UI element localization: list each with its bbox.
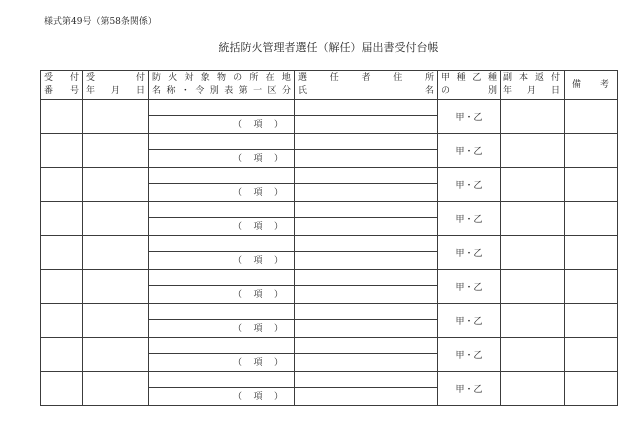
reception-date-cell <box>83 304 149 338</box>
license-type-cell <box>438 168 501 202</box>
property-name-class-field <box>149 218 294 235</box>
remarks-cell <box>565 100 618 134</box>
property-location-field <box>149 236 294 252</box>
property-location-field <box>149 168 294 184</box>
license-type-label: 甲・乙 <box>455 283 483 293</box>
document-title: 統括防火管理者選任（解任）届出書受付台帳 <box>218 41 439 54</box>
glyph: 項 <box>253 323 263 334</box>
class-item-label <box>233 289 283 301</box>
glyph: 第 <box>238 86 248 96</box>
copy-return-date-cell <box>501 168 565 202</box>
glyph: 備 <box>572 79 582 90</box>
copy-return-date-cell <box>501 100 565 134</box>
header-reception-number-line2 <box>44 85 79 98</box>
ledger-row <box>41 270 618 304</box>
reception-number-cell <box>41 304 83 338</box>
glyph: 項 <box>253 391 263 402</box>
class-item-label <box>233 391 283 403</box>
reception-number-cell <box>41 372 83 406</box>
appointee-cell <box>295 270 438 304</box>
appointee-name-field <box>295 388 437 405</box>
header-property-line2 <box>152 85 291 98</box>
reception-date-cell <box>83 372 149 406</box>
glyph: ） <box>273 187 283 198</box>
header-remarks-label <box>572 79 609 92</box>
appointee-cell <box>295 236 438 270</box>
header-appointee-line1 <box>298 72 434 85</box>
glyph: ） <box>273 119 283 130</box>
reception-date-cell <box>83 100 149 134</box>
property-location-field <box>149 372 294 388</box>
property-cell <box>149 236 295 270</box>
class-item-label <box>233 323 283 335</box>
ledger-row <box>41 134 618 168</box>
glyph: 名 <box>424 86 434 96</box>
ledger-table <box>40 70 618 406</box>
reception-date-cell <box>83 270 149 304</box>
appointee-address-field <box>295 304 437 320</box>
glyph: 付 <box>69 73 79 83</box>
glyph: （ <box>233 119 243 130</box>
property-location-field <box>149 270 294 286</box>
appointee-address-field <box>295 236 437 252</box>
class-item-label <box>233 255 283 267</box>
reception-date-cell <box>83 202 149 236</box>
glyph: 象 <box>200 73 210 83</box>
header-remarks <box>565 71 618 100</box>
property-cell <box>149 134 295 168</box>
reception-number-cell <box>41 168 83 202</box>
header-reception-date-line1 <box>86 72 145 85</box>
license-type-cell <box>438 372 501 406</box>
remarks-cell <box>565 168 618 202</box>
glyph: （ <box>233 187 243 198</box>
glyph: （ <box>233 357 243 368</box>
property-cell <box>149 304 295 338</box>
copy-return-date-cell <box>501 134 565 168</box>
remarks-cell <box>565 236 618 270</box>
glyph: 考 <box>599 79 609 90</box>
header-reception-date-line2 <box>86 85 145 98</box>
glyph: 令 <box>195 86 205 96</box>
glyph: 火 <box>168 73 178 83</box>
class-item-label <box>233 153 283 165</box>
glyph: の <box>441 86 451 96</box>
license-type-label: 甲・乙 <box>455 351 483 361</box>
appointee-address-field <box>295 372 437 388</box>
glyph: 物 <box>216 73 226 83</box>
appointee-name-field <box>295 116 437 133</box>
glyph: 付 <box>550 73 560 83</box>
property-cell <box>149 168 295 202</box>
glyph: 表 <box>224 86 234 96</box>
appointee-address-field <box>295 270 437 286</box>
copy-return-date-cell <box>501 304 565 338</box>
copy-return-date-cell <box>501 236 565 270</box>
license-type-cell <box>438 236 501 270</box>
reception-number-cell <box>41 100 83 134</box>
property-cell <box>149 372 295 406</box>
glyph: ・ <box>180 86 190 96</box>
reception-number-cell <box>41 270 83 304</box>
header-license-type-line2 <box>441 85 497 98</box>
glyph: ） <box>273 289 283 300</box>
appointee-name-field <box>295 218 437 235</box>
ledger-row <box>41 372 618 406</box>
reception-number-cell <box>41 134 83 168</box>
reception-date-cell <box>83 134 149 168</box>
appointee-address-field <box>295 202 437 218</box>
property-name-class-field <box>149 252 294 269</box>
glyph: 項 <box>253 357 263 368</box>
header-property <box>149 71 295 100</box>
property-location-field <box>149 134 294 150</box>
glyph: 受 <box>44 73 54 83</box>
glyph: 副 <box>503 73 513 83</box>
appointee-name-field <box>295 286 437 303</box>
glyph: 選 <box>298 73 308 83</box>
appointee-name-field <box>295 150 437 167</box>
license-type-label: 甲・乙 <box>455 113 483 123</box>
remarks-cell <box>565 134 618 168</box>
glyph: 称 <box>166 86 176 96</box>
license-type-cell <box>438 100 501 134</box>
glyph: 項 <box>253 289 263 300</box>
license-type-cell <box>438 134 501 168</box>
glyph: 日 <box>550 86 560 96</box>
appointee-address-field <box>295 168 437 184</box>
glyph: ） <box>273 323 283 334</box>
glyph: 分 <box>281 86 291 96</box>
glyph: 甲 <box>441 73 451 83</box>
ledger-row <box>41 100 618 134</box>
property-name-class-field <box>149 320 294 337</box>
glyph: 種 <box>456 73 466 83</box>
license-type-label: 甲・乙 <box>455 147 483 157</box>
appointee-cell <box>295 338 438 372</box>
license-type-cell <box>438 304 501 338</box>
license-type-label: 甲・乙 <box>455 215 483 225</box>
glyph: （ <box>233 323 243 334</box>
appointee-cell <box>295 304 438 338</box>
glyph: ） <box>273 357 283 368</box>
glyph: 別 <box>209 86 219 96</box>
property-cell <box>149 338 295 372</box>
glyph: 項 <box>253 153 263 164</box>
property-name-class-field <box>149 388 294 405</box>
glyph: （ <box>233 255 243 266</box>
property-location-field <box>149 202 294 218</box>
reception-date-cell <box>83 338 149 372</box>
ledger-row <box>41 168 618 202</box>
glyph: 付 <box>135 73 145 83</box>
glyph: 対 <box>184 73 194 83</box>
glyph: 返 <box>534 73 544 83</box>
ledger-body <box>41 100 618 406</box>
header-appointee-line2 <box>298 85 434 98</box>
appointee-name-field <box>295 320 437 337</box>
reception-date-cell <box>83 236 149 270</box>
header-copy-return-date-line2 <box>503 85 560 98</box>
glyph: （ <box>233 153 243 164</box>
appointee-address-field <box>295 134 437 150</box>
glyph: 名 <box>152 86 162 96</box>
appointee-cell <box>295 372 438 406</box>
class-item-label <box>233 221 283 233</box>
glyph: 者 <box>361 73 371 83</box>
reception-number-cell <box>41 236 83 270</box>
glyph: 一 <box>253 86 263 96</box>
header-copy-return-date-line1 <box>503 72 560 85</box>
glyph: 月 <box>526 86 536 96</box>
property-cell <box>149 270 295 304</box>
glyph: 所 <box>424 73 434 83</box>
glyph: ） <box>273 153 283 164</box>
property-name-class-field <box>149 354 294 371</box>
glyph: 項 <box>253 221 263 232</box>
reception-number-cell <box>41 202 83 236</box>
property-name-class-field <box>149 286 294 303</box>
ledger-row <box>41 236 618 270</box>
glyph: 号 <box>69 86 79 96</box>
glyph: 別 <box>487 86 497 96</box>
glyph: 項 <box>253 187 263 198</box>
remarks-cell <box>565 304 618 338</box>
glyph: 項 <box>253 255 263 266</box>
appointee-name-field <box>295 184 437 201</box>
license-type-label: 甲・乙 <box>455 317 483 327</box>
reception-date-cell <box>83 168 149 202</box>
class-item-label <box>233 119 283 131</box>
glyph: （ <box>233 221 243 232</box>
appointee-address-field <box>295 100 437 116</box>
property-name-class-field <box>149 184 294 201</box>
appointee-cell <box>295 100 438 134</box>
glyph: ） <box>273 221 283 232</box>
header-reception-number <box>41 71 83 100</box>
property-cell <box>149 100 295 134</box>
glyph: 受 <box>86 73 96 83</box>
remarks-cell <box>565 270 618 304</box>
reception-number-cell <box>41 338 83 372</box>
header-row <box>41 71 618 100</box>
license-type-label: 甲・乙 <box>455 249 483 259</box>
glyph: 年 <box>503 86 513 96</box>
class-item-label <box>233 187 283 199</box>
glyph: 種 <box>487 73 497 83</box>
glyph: 項 <box>253 119 263 130</box>
header-license-type <box>438 71 501 100</box>
glyph: ） <box>273 391 283 402</box>
property-location-field <box>149 304 294 320</box>
ledger-header <box>41 71 618 100</box>
glyph: 区 <box>267 86 277 96</box>
glyph: 防 <box>152 73 162 83</box>
copy-return-date-cell <box>501 338 565 372</box>
class-item-label <box>233 357 283 369</box>
property-cell <box>149 202 295 236</box>
property-name-class-field <box>149 116 294 133</box>
glyph: 日 <box>135 86 145 96</box>
appointee-name-field <box>295 354 437 371</box>
header-copy-return-date <box>501 71 565 100</box>
header-property-line1 <box>152 72 291 85</box>
copy-return-date-cell <box>501 270 565 304</box>
property-name-class-field <box>149 150 294 167</box>
header-reception-date <box>83 71 149 100</box>
license-type-cell <box>438 270 501 304</box>
glyph: 本 <box>518 73 528 83</box>
form-number: 様式第49号（第58条関係） <box>44 17 157 27</box>
header-license-type-line1 <box>441 72 497 85</box>
license-type-cell <box>438 338 501 372</box>
glyph: 住 <box>393 73 403 83</box>
header-appointee <box>295 71 438 100</box>
glyph: 番 <box>44 86 54 96</box>
appointee-cell <box>295 134 438 168</box>
property-location-field <box>149 338 294 354</box>
ledger-row <box>41 338 618 372</box>
ledger-row <box>41 304 618 338</box>
glyph: 在 <box>265 73 275 83</box>
appointee-cell <box>295 168 438 202</box>
remarks-cell <box>565 202 618 236</box>
appointee-cell <box>295 202 438 236</box>
copy-return-date-cell <box>501 202 565 236</box>
appointee-address-field <box>295 338 437 354</box>
license-type-label: 甲・乙 <box>455 181 483 191</box>
appointee-name-field <box>295 252 437 269</box>
glyph: 月 <box>110 86 120 96</box>
ledger-row <box>41 202 618 236</box>
glyph: 任 <box>329 73 339 83</box>
glyph: 地 <box>281 73 291 83</box>
glyph: 年 <box>86 86 96 96</box>
glyph: 所 <box>249 73 259 83</box>
glyph: 氏 <box>298 86 308 96</box>
license-type-label: 甲・乙 <box>455 385 483 395</box>
remarks-cell <box>565 338 618 372</box>
license-type-cell <box>438 202 501 236</box>
property-location-field <box>149 100 294 116</box>
glyph: の <box>233 73 243 83</box>
glyph: （ <box>233 289 243 300</box>
glyph: （ <box>233 391 243 402</box>
header-reception-number-line1 <box>44 72 79 85</box>
glyph: ） <box>273 255 283 266</box>
remarks-cell <box>565 372 618 406</box>
glyph: 乙 <box>472 73 482 83</box>
copy-return-date-cell <box>501 372 565 406</box>
